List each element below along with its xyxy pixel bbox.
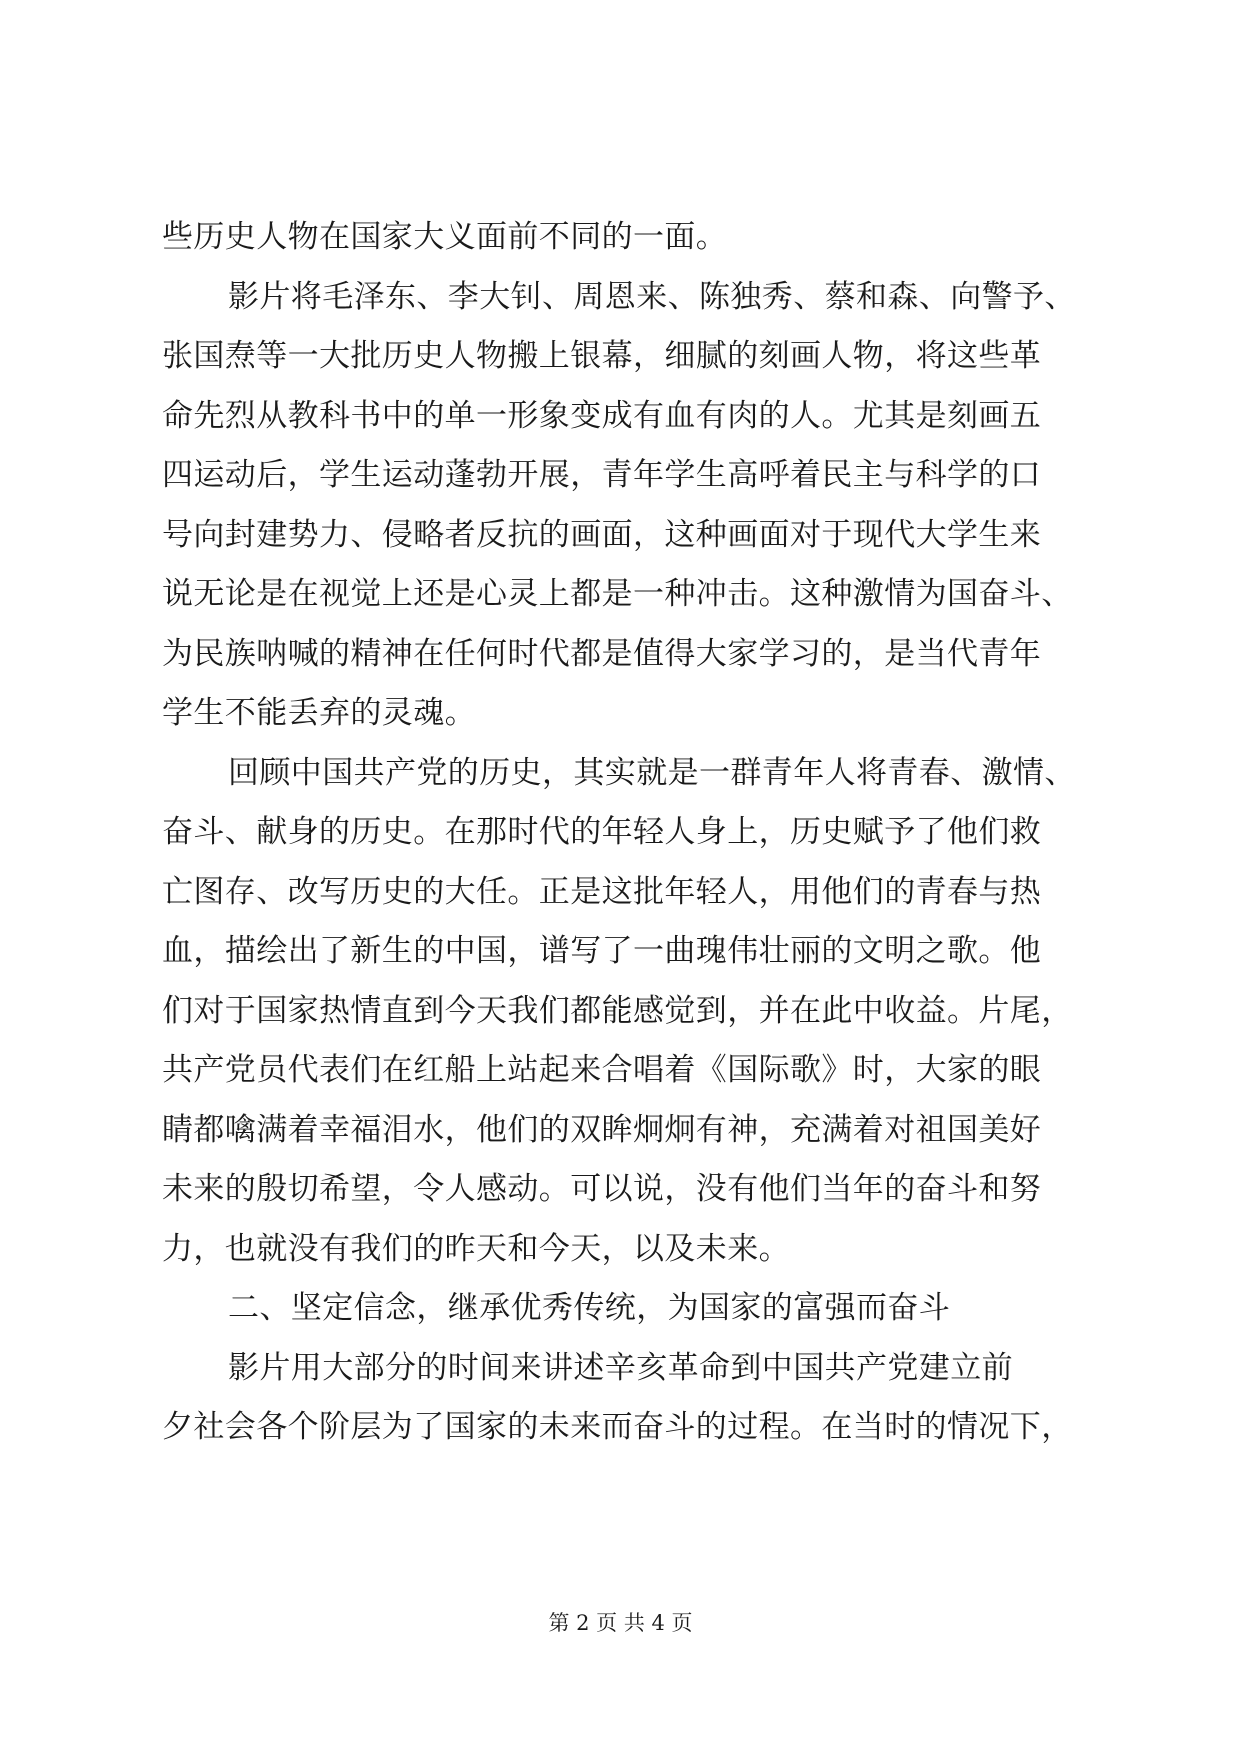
- page-number-footer: 第 2 页 共 4 页: [548, 1611, 693, 1635]
- text-line: 说无论是在视觉上还是心灵上都是一种冲击。这种激情为国奋斗、: [162, 576, 1073, 612]
- text-line: 学生不能丢弃的灵魂。: [162, 695, 476, 731]
- text-line: 些历史人物在国家大义面前不同的一面。: [162, 219, 728, 255]
- text-line: 回顾中国共产党的历史，其实就是一群青年人将青春、激情、: [228, 754, 1076, 791]
- text-line: 号向封建势力、侵略者反抗的画面，这种画面对于现代大学生来: [162, 516, 1042, 553]
- section-heading: 二、坚定信念，继承优秀传统，为国家的富强而奋斗: [228, 1290, 951, 1326]
- text-line: 为民族呐喊的精神在任何时代都是值得大家学习的，是当代青年: [162, 635, 1042, 672]
- text-line: 四运动后，学生运动蓬勃开展，青年学生高呼着民主与科学的口: [162, 457, 1042, 493]
- text-line: 夕社会各个阶层为了国家的未来而奋斗的过程。在当时的情况下，: [162, 1409, 1073, 1445]
- document-body: [162, 208, 1080, 1458]
- text-line: 们对于国家热情直到今天我们都能感觉到，并在此中收益。片尾，: [162, 992, 1073, 1029]
- text-line: 共产党员代表们在红船上站起来合唱着《国际歌》时，大家的眼: [162, 1052, 1042, 1088]
- text-line: 影片用大部分的时间来讲述辛亥革命到中国共产党建立前: [228, 1349, 1013, 1386]
- text-line: 命先烈从教科书中的单一形象变成有血有肉的人。尤其是刻画五: [162, 397, 1042, 434]
- text-line: 亡图存、改写历史的大任。正是这批年轻人，用他们的青春与热: [162, 873, 1042, 910]
- text-line: 睛都噙满着幸福泪水，他们的双眸炯炯有神，充满着对祖国美好: [162, 1111, 1042, 1148]
- text-line: 力，也就没有我们的昨天和今天，以及未来。: [162, 1230, 790, 1267]
- text-line: 血，描绘出了新生的中国，谱写了一曲瑰伟壮丽的文明之歌。他: [162, 933, 1042, 969]
- text-line: 张国焘等一大批历史人物搬上银幕，细腻的刻画人物，将这些革: [162, 338, 1042, 374]
- text-line: 未来的殷切希望，令人感动。可以说，没有他们当年的奋斗和努: [162, 1171, 1042, 1207]
- text-line: 奋斗、献身的历史。在那时代的年轻人身上，历史赋予了他们救: [162, 814, 1042, 850]
- text-line: 影片将毛泽东、李大钊、周恩来、陈独秀、蔡和森、向警予、: [228, 278, 1076, 315]
